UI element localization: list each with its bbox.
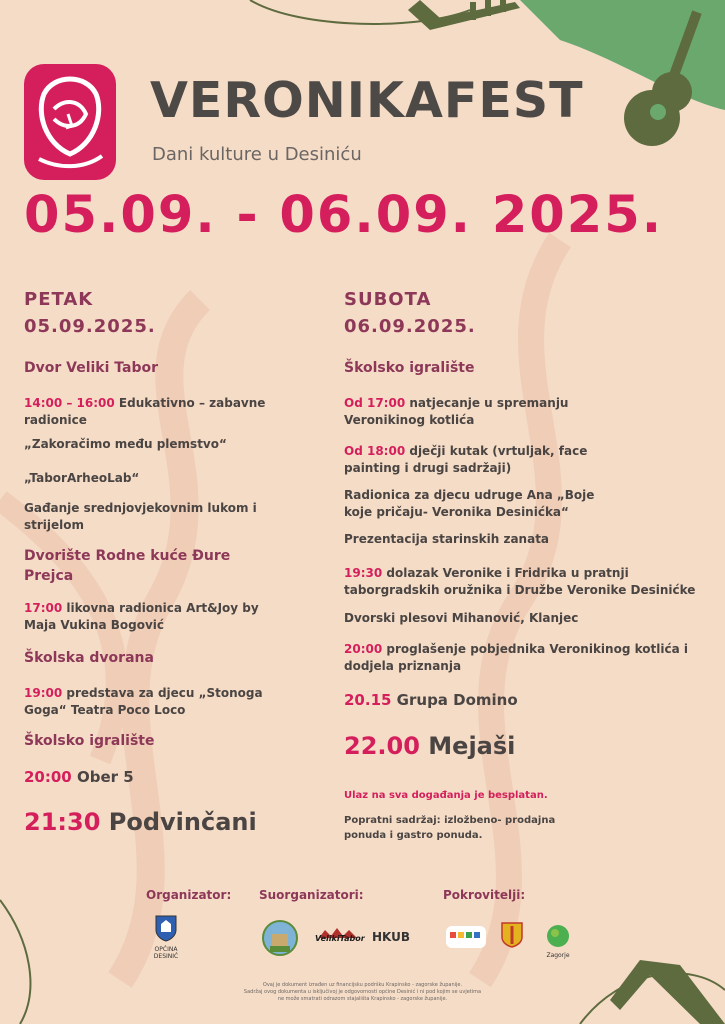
coorganizer-name-1: VelikiTabor (315, 934, 365, 943)
event-time: 14:00 – 16:00 (24, 396, 115, 410)
saturday-day: SUBOTA (344, 289, 432, 310)
desinic-coat-of-arms-icon (154, 914, 178, 942)
saturday-heading (344, 286, 476, 340)
organizer-label: Organizator: (146, 888, 232, 902)
saturday-event-8 (344, 691, 518, 709)
event-text: Podvinčani (100, 808, 257, 836)
coorganizer-name-2: HKUB (372, 930, 411, 944)
event-text: Ober 5 (71, 768, 134, 786)
coorganizer-logo-2 (315, 924, 365, 952)
free-entry-note: Ulaz na sva događanja je besplatan. (344, 790, 548, 801)
event-text: dolazak Veronike i Fridrika u pratnji taborgradskih oružnika i Družbe Veronike Desinićke (344, 566, 696, 597)
organizer-logo (146, 914, 186, 960)
event-time: 19:30 (344, 566, 383, 580)
event-time: Od 17:00 (344, 396, 406, 410)
green-sphere-icon (546, 924, 570, 948)
friday-event-3: „TaborArheoLab“ (24, 471, 140, 485)
friday-location-4: Školsko igralište (24, 733, 155, 749)
patron-logo-1 (446, 926, 486, 948)
friday-heading (24, 286, 156, 340)
organizer-name: OPĆINA DESINIĆ (153, 946, 179, 960)
festival-logo (24, 64, 116, 180)
saturday-date: 06.09.2025. (344, 316, 476, 337)
friday-location-1: Dvor Veliki Tabor (24, 360, 159, 376)
friday-event-4: Gađanje srednjovjekovnim lukom i strijelom (24, 501, 257, 532)
friday-event-7 (24, 768, 134, 786)
face-logo-icon (24, 64, 116, 180)
saturday-event-3: Radionica za djecu udruge Ana „Boje koje pričaju- Veronika Desinićka“ (344, 488, 595, 519)
event-text: dječji kutak (vrtuljak, face painting i drugi sadržaji) (344, 444, 588, 475)
friday-location-2: Dvorište Rodne kuće Đure Prejca (24, 548, 231, 584)
event-time: 21:30 (24, 808, 101, 836)
event-time: 17:00 (24, 601, 63, 615)
friday-event-6 (24, 685, 274, 719)
patron-logo-3 (538, 924, 578, 959)
event-time: Od 18:00 (344, 444, 406, 458)
event-time: 20.15 (344, 691, 392, 709)
friday-event-1 (24, 395, 274, 429)
festival-title: VERONIKAFEST (150, 72, 584, 129)
patron-logo-2 (501, 922, 523, 952)
saturday-event-7 (344, 641, 714, 675)
disclaimer-footer (0, 982, 725, 1003)
festival-dates: 05.09. - 06.09. 2025. (24, 186, 664, 245)
patron-name-3: Zagorje (546, 952, 570, 959)
event-time: 19:00 (24, 686, 63, 700)
friday-event-8 (24, 808, 257, 836)
county-coat-of-arms-icon (501, 922, 523, 948)
saturday-event-9 (344, 732, 515, 760)
friday-date: 05.09.2025. (24, 316, 156, 337)
trumpet-icon (408, 0, 520, 30)
coorganizers-label: Suorganizatori: (259, 888, 364, 902)
saturday-event-5 (344, 565, 714, 599)
disclaimer-line-1: Ovaj je dokument izrađen uz financijsku podršku Krapinsko - zagorske županije. (262, 982, 463, 988)
friday-day: PETAK (24, 289, 94, 310)
saturday-event-2 (344, 443, 604, 477)
friday-event-2: „Zakoračimo među plemstvo“ (24, 437, 227, 451)
disclaimer-line-2: Sadržaj ovog dokumenta u isključivoj je odgovornosti općine Desinić i ni pod kojim se uvjetima (243, 989, 482, 995)
disclaimer-line-3: ne može smatrati odrazom stajališta Krapinsko - zagorske županije. (277, 996, 448, 1002)
friday-location-3: Školska dvorana (24, 650, 154, 666)
event-text: Grupa Domino (391, 691, 518, 709)
event-text: Mejaši (419, 732, 516, 760)
event-text: natjecanje u spremanju Veronikinog kotlića (344, 396, 569, 427)
saturday-location-1: Školsko igralište (344, 360, 475, 376)
side-program-note: Popratni sadržaj: izložbeno- prodajna ponuda i gastro ponuda. (344, 815, 556, 841)
event-time: 20:00 (24, 768, 72, 786)
saturday-event-6: Dvorski plesovi Mihanović, Klanjec (344, 611, 579, 625)
coorganizer-logo-1 (262, 920, 298, 960)
event-text: likovna radionica Art&Joy by Maja Vukina Bogović (24, 601, 259, 632)
event-text: proglašenje pobjednika Veronikinog kotlića i dodjela priznanja (344, 642, 688, 673)
saturday-event-4: Prezentacija starinskih zanata (344, 532, 550, 546)
colorful-letters-icon (446, 926, 486, 948)
saturday-event-1 (344, 395, 584, 429)
event-text: predstava za djecu „Stonoga Goga“ Teatra Poco Loco (24, 686, 263, 717)
festival-subtitle: Dani kulture u Desiniću (152, 144, 362, 165)
event-time: 20:00 (344, 642, 383, 656)
event-text: Edukativno – zabavne radionice (24, 396, 266, 427)
round-emblem-icon (262, 920, 298, 956)
event-time: 22.00 (344, 732, 420, 760)
friday-event-5 (24, 600, 274, 634)
patrons-label: Pokrovitelji: (443, 888, 526, 902)
